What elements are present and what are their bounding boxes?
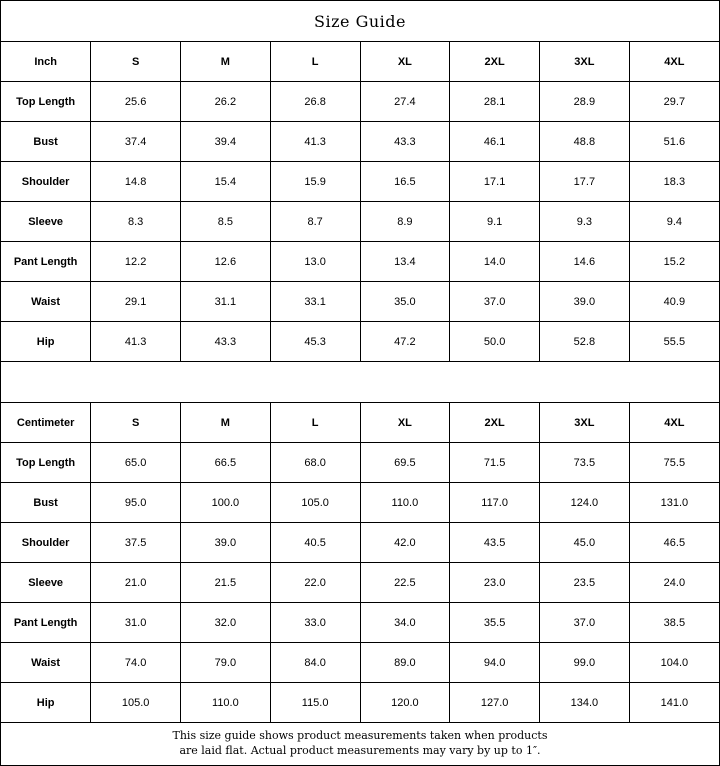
measurement-value: 100.0	[181, 483, 271, 523]
table-row	[1, 322, 719, 362]
measurement-value: 48.8	[540, 122, 630, 162]
measurement-value: 21.5	[181, 563, 271, 603]
measurement-value: 127.0	[450, 683, 540, 723]
measurement-label: Sleeve	[1, 202, 91, 242]
measurement-value: 8.5	[181, 202, 271, 242]
measurement-value: 40.5	[270, 523, 360, 563]
measurement-value: 32.0	[181, 603, 271, 643]
measurement-value: 89.0	[360, 643, 450, 683]
measurement-value: 43.3	[181, 322, 271, 362]
table-row	[1, 563, 719, 603]
measurement-label: Top Length	[1, 443, 91, 483]
inch-unit-label: Inch	[1, 42, 91, 82]
measurement-value: 55.5	[629, 322, 719, 362]
centimeter-size-table	[1, 403, 719, 723]
centimeter-size-header: L	[270, 403, 360, 443]
centimeter-header-row	[1, 403, 719, 443]
measurement-value: 33.1	[270, 282, 360, 322]
table-row	[1, 162, 719, 202]
inch-header-row	[1, 42, 719, 82]
table-row	[1, 202, 719, 242]
centimeter-size-header: 3XL	[540, 403, 630, 443]
measurement-value: 39.4	[181, 122, 271, 162]
measurement-value: 41.3	[91, 322, 181, 362]
measurement-value: 33.0	[270, 603, 360, 643]
measurement-value: 104.0	[629, 643, 719, 683]
measurement-value: 46.1	[450, 122, 540, 162]
measurement-label: Pant Length	[1, 242, 91, 282]
measurement-value: 51.6	[629, 122, 719, 162]
centimeter-size-header: XL	[360, 403, 450, 443]
centimeter-size-header: M	[181, 403, 271, 443]
measurement-note-line-2: are laid flat. Actual product measurements may vary by up to 1″.	[179, 744, 541, 757]
measurement-value: 9.3	[540, 202, 630, 242]
measurement-value: 71.5	[450, 443, 540, 483]
measurement-value: 22.5	[360, 563, 450, 603]
measurement-value: 131.0	[629, 483, 719, 523]
measurement-value: 29.7	[629, 82, 719, 122]
measurement-value: 50.0	[450, 322, 540, 362]
measurement-value: 8.9	[360, 202, 450, 242]
measurement-value: 40.9	[629, 282, 719, 322]
measurement-value: 39.0	[181, 523, 271, 563]
measurement-value: 15.9	[270, 162, 360, 202]
centimeter-size-header: 2XL	[450, 403, 540, 443]
measurement-value: 14.6	[540, 242, 630, 282]
measurement-label: Shoulder	[1, 162, 91, 202]
inch-size-header: S	[91, 42, 181, 82]
measurement-value: 8.7	[270, 202, 360, 242]
inch-size-header: 4XL	[629, 42, 719, 82]
measurement-label: Shoulder	[1, 523, 91, 563]
measurement-value: 8.3	[91, 202, 181, 242]
measurement-value: 37.0	[450, 282, 540, 322]
measurement-value: 115.0	[270, 683, 360, 723]
measurement-value: 95.0	[91, 483, 181, 523]
measurement-value: 120.0	[360, 683, 450, 723]
measurement-value: 42.0	[360, 523, 450, 563]
table-row	[1, 122, 719, 162]
inch-size-header: L	[270, 42, 360, 82]
table-row	[1, 242, 719, 282]
inch-size-table	[1, 42, 719, 362]
measurement-value: 23.0	[450, 563, 540, 603]
measurement-value: 18.3	[629, 162, 719, 202]
measurement-value: 84.0	[270, 643, 360, 683]
centimeter-size-header: 4XL	[629, 403, 719, 443]
measurement-value: 41.3	[270, 122, 360, 162]
measurement-value: 110.0	[360, 483, 450, 523]
measurement-value: 23.5	[540, 563, 630, 603]
measurement-value: 14.0	[450, 242, 540, 282]
measurement-value: 35.5	[450, 603, 540, 643]
measurement-value: 31.1	[181, 282, 271, 322]
measurement-value: 94.0	[450, 643, 540, 683]
measurement-value: 14.8	[91, 162, 181, 202]
table-separator	[1, 362, 719, 403]
measurement-value: 46.5	[629, 523, 719, 563]
measurement-label: Bust	[1, 122, 91, 162]
measurement-value: 69.5	[360, 443, 450, 483]
measurement-value: 75.5	[629, 443, 719, 483]
measurement-value: 9.4	[629, 202, 719, 242]
measurement-label: Top Length	[1, 82, 91, 122]
measurement-value: 68.0	[270, 443, 360, 483]
table-row	[1, 82, 719, 122]
inch-size-header: 3XL	[540, 42, 630, 82]
measurement-value: 12.6	[181, 242, 271, 282]
inch-size-header: 2XL	[450, 42, 540, 82]
measurement-value: 37.0	[540, 603, 630, 643]
measurement-value: 26.2	[181, 82, 271, 122]
measurement-value: 12.2	[91, 242, 181, 282]
measurement-value: 45.0	[540, 523, 630, 563]
table-row	[1, 683, 719, 723]
measurement-value: 27.4	[360, 82, 450, 122]
measurement-value: 117.0	[450, 483, 540, 523]
table-row	[1, 523, 719, 563]
measurement-label: Sleeve	[1, 563, 91, 603]
measurement-value: 39.0	[540, 282, 630, 322]
table-row	[1, 443, 719, 483]
measurement-value: 73.5	[540, 443, 630, 483]
centimeter-unit-label: Centimeter	[1, 403, 91, 443]
measurement-label: Waist	[1, 282, 91, 322]
measurement-value: 47.2	[360, 322, 450, 362]
size-guide-title: Size Guide	[1, 1, 719, 42]
measurement-value: 24.0	[629, 563, 719, 603]
measurement-value: 13.4	[360, 242, 450, 282]
measurement-value: 65.0	[91, 443, 181, 483]
measurement-value: 22.0	[270, 563, 360, 603]
measurement-value: 26.8	[270, 82, 360, 122]
measurement-value: 15.4	[181, 162, 271, 202]
measurement-value: 21.0	[91, 563, 181, 603]
measurement-value: 15.2	[629, 242, 719, 282]
measurement-label: Bust	[1, 483, 91, 523]
measurement-note-line-1: This size guide shows product measurements taken when products	[172, 729, 548, 742]
table-row	[1, 483, 719, 523]
measurement-value: 43.5	[450, 523, 540, 563]
measurement-value: 134.0	[540, 683, 630, 723]
measurement-value: 25.6	[91, 82, 181, 122]
measurement-value: 13.0	[270, 242, 360, 282]
measurement-value: 45.3	[270, 322, 360, 362]
measurement-value: 9.1	[450, 202, 540, 242]
measurement-label: Pant Length	[1, 603, 91, 643]
measurement-value: 105.0	[270, 483, 360, 523]
measurement-value: 29.1	[91, 282, 181, 322]
measurement-value: 110.0	[181, 683, 271, 723]
table-row	[1, 643, 719, 683]
table-row	[1, 282, 719, 322]
measurement-value: 43.3	[360, 122, 450, 162]
centimeter-size-header: S	[91, 403, 181, 443]
measurement-value: 37.4	[91, 122, 181, 162]
measurement-value: 99.0	[540, 643, 630, 683]
inch-size-header: M	[181, 42, 271, 82]
measurement-value: 52.8	[540, 322, 630, 362]
measurement-value: 124.0	[540, 483, 630, 523]
measurement-value: 35.0	[360, 282, 450, 322]
measurement-value: 28.9	[540, 82, 630, 122]
measurement-value: 16.5	[360, 162, 450, 202]
measurement-label: Hip	[1, 683, 91, 723]
measurement-value: 17.1	[450, 162, 540, 202]
measurement-value: 31.0	[91, 603, 181, 643]
measurement-value: 28.1	[450, 82, 540, 122]
measurement-value: 37.5	[91, 523, 181, 563]
measurement-value: 79.0	[181, 643, 271, 683]
measurement-value: 38.5	[629, 603, 719, 643]
table-row	[1, 603, 719, 643]
measurement-value: 66.5	[181, 443, 271, 483]
measurement-label: Waist	[1, 643, 91, 683]
measurement-value: 74.0	[91, 643, 181, 683]
measurement-value: 34.0	[360, 603, 450, 643]
measurement-note	[1, 723, 719, 763]
inch-size-header: XL	[360, 42, 450, 82]
measurement-value: 105.0	[91, 683, 181, 723]
measurement-value: 141.0	[629, 683, 719, 723]
measurement-label: Hip	[1, 322, 91, 362]
measurement-value: 17.7	[540, 162, 630, 202]
